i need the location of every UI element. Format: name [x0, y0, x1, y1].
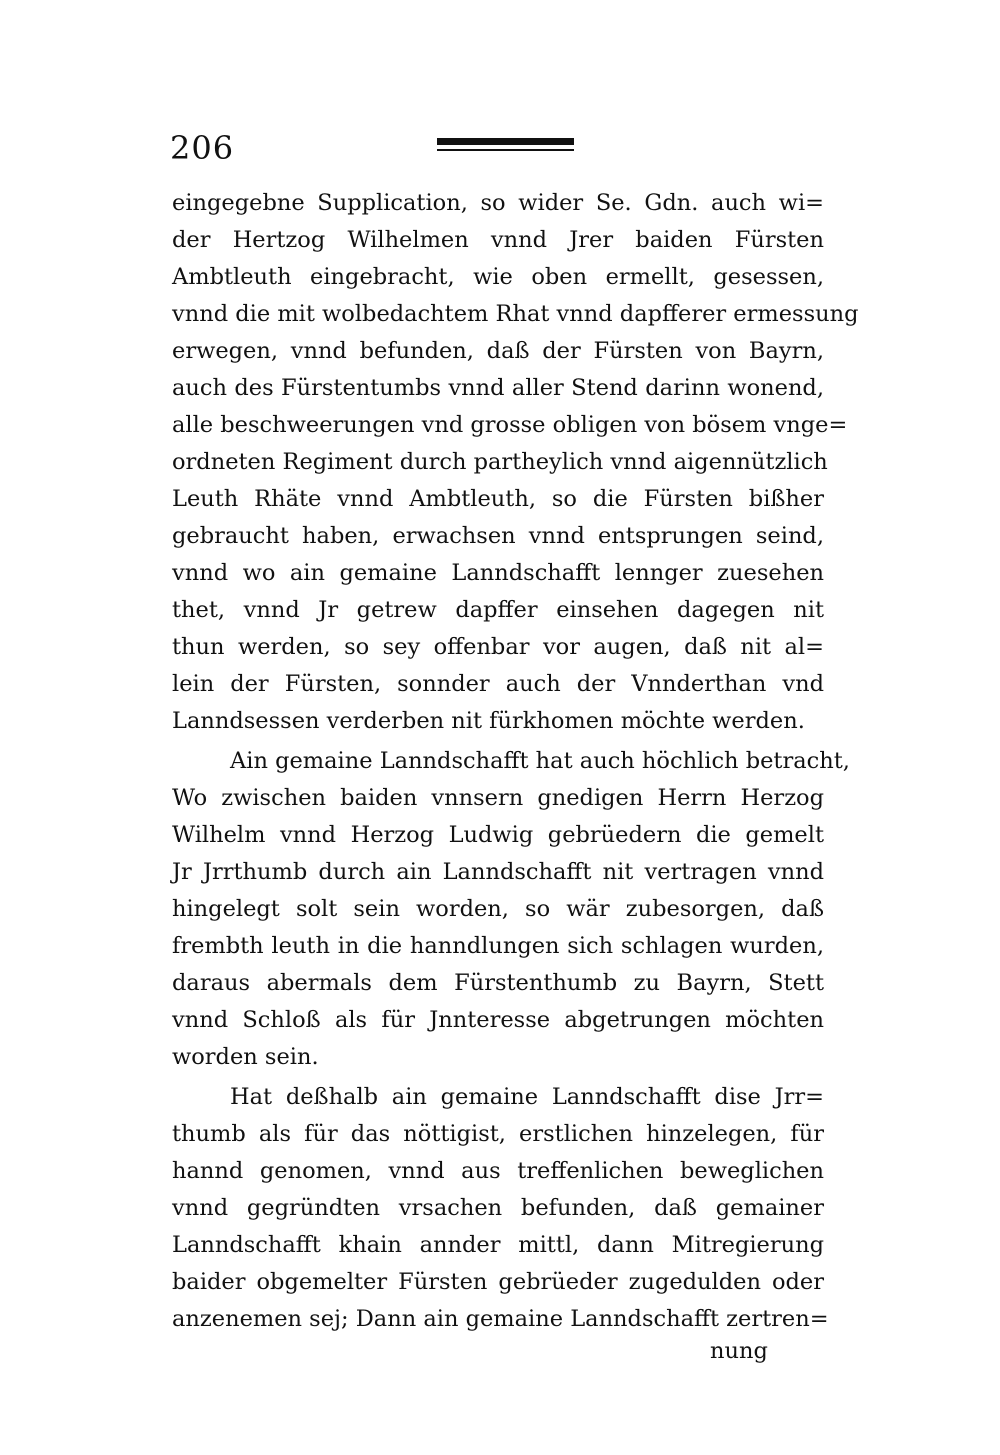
text-line: Hat deßhalb ain gemaine Lanndschafft dise Jrr=	[230, 1084, 824, 1110]
page-number: 206	[170, 129, 235, 167]
text-line: Jr Jrrthumb durch ain Lanndschafft nit vertragen vnnd	[172, 859, 824, 885]
header-rule	[437, 138, 574, 152]
text-line: thet, vnnd Jr getrew dapffer einsehen dagegen nit	[172, 597, 824, 623]
text-line: vnnd gegründten vrsachen befunden, daß gemainer	[172, 1195, 824, 1221]
text-line: ordneten Regiment durch parthеylich vnnd aigennützlich	[172, 449, 828, 475]
text-line: hingelegt solt sein worden, so wär zubesorgen, daß	[172, 896, 824, 922]
text-line: Lanndschafft khain annder mittl, dann Mitregierung	[172, 1232, 824, 1258]
text-line: auch des Fürstentumbs vnnd aller Stend darinn wonend,	[172, 375, 824, 401]
text-line: eingegebne Supplication, so wider Se. Gdn. auch wi=	[172, 190, 824, 216]
text-line: vnnd Schloß als für Jnnteresse abgetrungen möchten	[172, 1007, 824, 1033]
paragraph-3	[172, 1079, 829, 1338]
text-line: Wo zwischen baiden vnnsern gnedigen Herrn Herzog	[172, 785, 824, 811]
text-line: gebraucht haben, erwachsen vnnd entsprungen seind,	[172, 523, 824, 549]
text-line: Ain gemaine Lanndschafft hat auch höchlich betracht,	[230, 748, 850, 774]
text-line: lein der Fürsten, sonnder auch der Vnnderthan vnd	[172, 671, 824, 697]
text-line: daraus abermals dem Fürstenthumb zu Bayrn, Stett	[172, 970, 824, 996]
text-line: Ambtleuth eingebracht, wie oben ermellt, gesessen,	[172, 264, 824, 290]
header-rule-thick	[437, 138, 574, 145]
text-line: thun werden, so sey offenbar vor augen, daß nit al=	[172, 634, 824, 660]
text-line: hannd genomen, vnnd aus treffenlichen beweglichen	[172, 1158, 824, 1184]
text-line: worden sein.	[172, 1044, 319, 1070]
catchword: nung	[710, 1338, 768, 1364]
text-line: erwegen, vnnd befunden, daß der Fürsten von Bayrn,	[172, 338, 824, 364]
text-line: Wilhelm vnnd Herzog Ludwig gebrüedern die gemelt	[172, 822, 824, 848]
text-line: vnnd wo ain gemaine Lanndschafft lennger zuesehen	[172, 560, 824, 586]
text-line: der Hertzog Wilhelmen vnnd Jrer baiden Fürsten	[172, 227, 824, 253]
paragraph-1	[172, 185, 859, 740]
text-line: alle beschweerungen vnd grosse obligen von bösem vnge=	[172, 412, 848, 438]
body-text	[172, 185, 859, 1338]
text-line: Leuth Rhäte vnnd Ambtleuth, so die Fürsten bißher	[172, 486, 824, 512]
text-line: thumb als für das nöttigist, erstlichen hinzelegen, für	[172, 1121, 824, 1147]
text-line: Lanndsessen verderben nit fürkhomen möchte werden.	[172, 708, 805, 734]
text-line: anzenemen sej; Dann ain gemaine Lanndschafft zertren=	[172, 1306, 829, 1332]
paragraph-2	[172, 743, 850, 1076]
text-line: vnnd die mit wolbedachtem Rhat vnnd dapfferer ermessung	[172, 301, 859, 327]
header-rule-thin	[437, 149, 574, 151]
text-line: frembth leuth in die hanndlungen sich schlagen wurden,	[172, 933, 824, 959]
text-line: baider obgemelter Fürsten gebrüeder zugedulden oder	[172, 1269, 824, 1295]
